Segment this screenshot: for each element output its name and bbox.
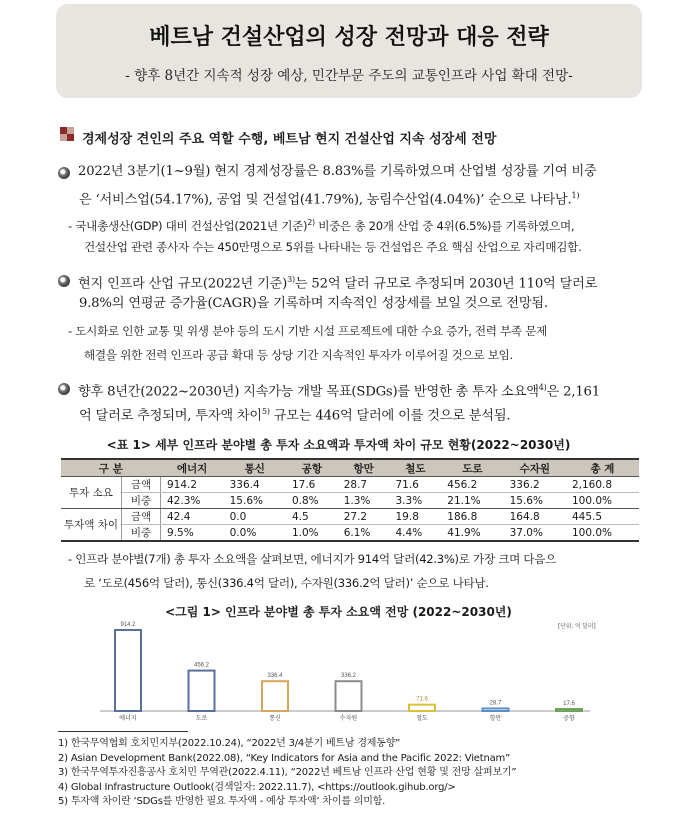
table-row	[61, 477, 639, 493]
table-header-row	[61, 459, 639, 477]
bar-value-label: 17.6	[563, 701, 575, 707]
table-cell: 4.4%	[390, 525, 442, 542]
table-cell: 41.9%	[441, 525, 503, 542]
table-cell: 28.7	[338, 477, 390, 493]
bar-5	[483, 708, 509, 711]
footnote-ref: 1)	[571, 191, 580, 200]
table-cell: 336.2	[504, 477, 566, 493]
bar-value-label: 336.2	[340, 673, 357, 680]
metric-label: 비중	[122, 525, 161, 542]
table-cell: 914.2	[161, 477, 224, 493]
footnote-5: 5) 투자액 차이란 ‘SDGs를 반영한 필요 투자액 - 예상 투자액’ 차이를 의미함.	[58, 796, 386, 807]
table-cell: 42.3%	[161, 493, 224, 509]
table-caption: <표 1> 세부 인프라 분야별 총 투자 소요액과 투자액 차이 규모 현황(2022~2030년)	[106, 438, 571, 452]
table-row	[61, 525, 639, 542]
bar-6	[556, 709, 582, 711]
table-header: 에너지	[161, 459, 224, 477]
paragraph-1-line-1: 2022년 3분기(1~9월) 현지 경제성장률은 8.83%를 기록하였으며 산업별 성장률 기여 비중	[78, 164, 597, 179]
bar-3	[336, 681, 362, 711]
table-cell: 336.4	[224, 477, 286, 493]
category-label: 항만	[489, 715, 502, 722]
bar-value-label: 71.6	[416, 696, 428, 703]
paragraph-2-line-2: 9.8%의 연평균 증가율(CAGR)을 기록하며 지속적인 성장세를 보일 것으로 전망됨.	[79, 296, 548, 311]
table-cell: 100.0%	[566, 493, 639, 509]
table-cell: 9.5%	[161, 525, 224, 542]
table-cell: 4.5	[286, 509, 338, 525]
group-label: 투자액 차이	[61, 509, 122, 542]
bar-value-label: 28.7	[489, 700, 502, 707]
table-header: 공항	[286, 459, 338, 477]
group-label: 투자 소요	[61, 477, 122, 509]
table-cell: 19.8	[390, 509, 442, 525]
table-header: 항만	[338, 459, 390, 477]
table-cell: 15.6%	[224, 493, 286, 509]
footnote-1: 1) 한국무역협회 호치민지부(2022.10.24), “2022년 3/4분기 베트남 경제동향”	[58, 738, 401, 749]
table-cell: 1.3%	[338, 493, 390, 509]
table-cell: 3.3%	[390, 493, 442, 509]
paragraph-2-line-1: 현지 인프라 산업 규모(2022년 기준)$^{3)}$는 52억 달러 규모로 추정되며 2030년 110억 달러로	[78, 275, 598, 292]
bullet-icon	[58, 275, 70, 287]
bar-0	[115, 630, 141, 711]
table-cell: 0.0	[224, 509, 286, 525]
table-header: 철도	[390, 459, 442, 477]
category-label: 수자원	[339, 715, 358, 722]
table-cell: 1.0%	[286, 525, 338, 542]
category-label: 도로	[195, 715, 208, 722]
table-row	[61, 493, 639, 509]
table-cell: 456.2	[441, 477, 503, 493]
table-cell: 71.6	[390, 477, 442, 493]
figure-caption: <그림 1> 인프라 분야별 총 투자 소요액 전망 (2022~2030년)	[165, 605, 512, 619]
table-cell: 0.8%	[286, 493, 338, 509]
footnote-3: 3) 한국무역투자진흥공사 호치민 무역관(2022.4.11), “2022년 베트남 인프라 산업 현황 및 전망 살펴보기”	[58, 767, 517, 778]
footnote-ref: 2)	[307, 218, 315, 227]
sub-item-2-line-1: - 도시화로 인한 교통 및 위생 분야 등의 도시 기반 시설 프로젝트에 대한 수요 증가, 전력 부족 문제	[68, 324, 548, 338]
table-cell: 100.0%	[566, 525, 639, 542]
paragraph-3-line-2: 억 달러로 추정되며, 투자액 차이$^{5)}$ 규모는 446억 달러에 이를 것으로 분석됨.	[79, 407, 511, 424]
investment-table	[61, 458, 639, 542]
investment-bar-chart	[60, 616, 620, 726]
page-subtitle: - 향후 8년간 지속적 성장 예상, 민간부문 주도의 교통인프라 사업 확대 전망-	[125, 68, 573, 84]
sub-item-3-line-1: - 인프라 분야별(7개) 총 투자 소요액을 살펴보면, 에너지가 914억 달러(42.3%)로 가장 크며 다음으	[68, 552, 557, 566]
table-cell: 2,160.8	[566, 477, 639, 493]
table-cell: 42.4	[161, 509, 224, 525]
table-header: 도로	[441, 459, 503, 477]
bar-4	[409, 705, 435, 711]
footnote-divider	[58, 731, 188, 732]
table-cell: 445.5	[566, 509, 639, 525]
category-label: 에너지	[119, 715, 137, 722]
bullet-icon	[58, 383, 70, 395]
table-header: 수자원	[504, 459, 566, 477]
bar-value-label: 914.2	[120, 622, 136, 628]
table-header: 구 분	[61, 459, 161, 477]
metric-label: 금액	[122, 509, 161, 525]
page-title: 베트남 건설산업의 성장 전망과 대응 전략	[149, 25, 549, 50]
section-square-icon	[60, 127, 74, 141]
table-cell: 164.8	[504, 509, 566, 525]
paragraph-3-line-1: 향후 8년간(2022~2030년) 지속가능 개발 목표(SDGs)를 반영한 총 투자 소요액$^{4)}$은 2,161	[78, 383, 600, 400]
sub-item-1-line-2: 건설산업 관련 종사자 수는 450만명으로 5위를 나타내는 등 건설업은 주요 핵심 산업으로 자리매김함.	[84, 240, 582, 254]
sub-item-2-line-2: 해결을 위한 전력 인프라 공급 확대 등 상당 기간 지속적인 투자가 이루어질 것으로 보임.	[84, 348, 513, 362]
bar-2	[262, 681, 288, 711]
table-cell: 0.0%	[224, 525, 286, 542]
section-heading: 경제성장 견인의 주요 역할 수행, 베트남 현지 건설산업 지속 성장세 전망	[82, 132, 497, 147]
table-cell: 15.6%	[504, 493, 566, 509]
footnote-4: 4) Global Infrastructure Outlook(검색일자: 2022.11.7), <https://outlook.gihub.org/>	[58, 781, 456, 793]
bar-value-label: 456.2	[193, 662, 210, 669]
bullet-icon	[58, 167, 70, 179]
metric-label: 금액	[122, 477, 161, 493]
paragraph-1-line-2: 은 ‘서비스업(54.17%), 공업 및 건설업(41.79%), 농림수산업(4.04%)’ 순으로 나타남.$^{1)}$	[79, 191, 580, 208]
table-header: 총 계	[566, 459, 639, 477]
bar-value-label: 336.4	[267, 673, 283, 680]
table-cell: 27.2	[338, 509, 390, 525]
sub-item-1-line-1: - 국내총생산(GDP) 대비 건설산업(2021년 기준)$^{2)}$ 비중은 총 20개 산업 중 4위(6.5%)를 기록하였으며,	[68, 218, 575, 233]
footnote-2: 2) Asian Development Bank(2022.08), “Key Indicators for Asia and the Pacific 2022: Vietnam”	[58, 752, 511, 764]
table-header: 통신	[224, 459, 286, 477]
chart-unit-label: [단위: 억 달러]	[558, 623, 596, 630]
table-cell: 186.8	[441, 509, 503, 525]
table-cell: 17.6	[286, 477, 338, 493]
category-label: 공항	[563, 715, 575, 722]
bar-1	[189, 671, 215, 711]
metric-label: 비중	[122, 493, 161, 509]
table-cell: 21.1%	[441, 493, 503, 509]
table-row	[61, 509, 639, 525]
table-cell: 6.1%	[338, 525, 390, 542]
category-label: 철도	[416, 715, 428, 722]
table-cell: 37.0%	[504, 525, 566, 542]
category-label: 통신	[269, 715, 281, 722]
title-box	[56, 4, 642, 98]
sub-item-3-line-2: 로 ‘도로(456억 달러), 통신(336.4억 달러), 수자원(336.2억 달러)’ 순으로 나타남.	[84, 576, 489, 590]
